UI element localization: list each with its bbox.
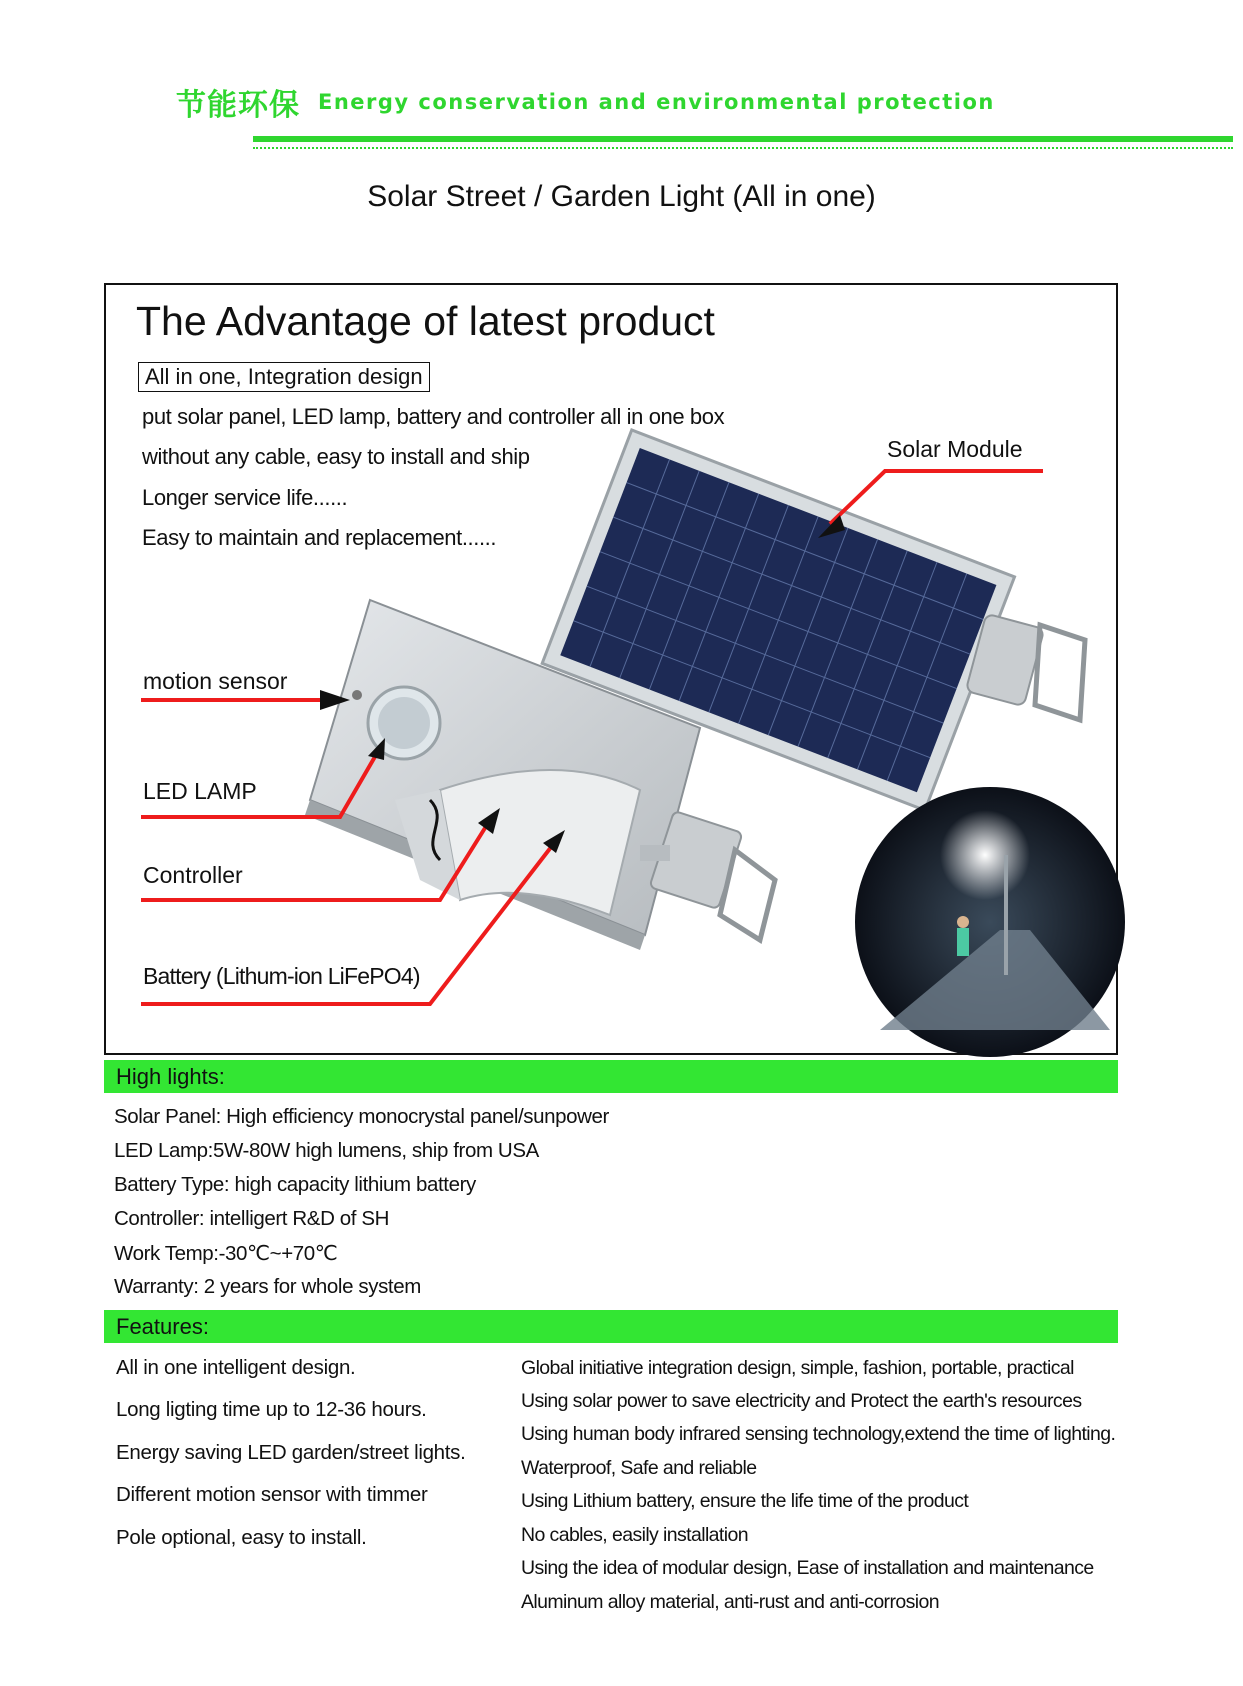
night-scene-photo — [855, 787, 1125, 1057]
feature-right-item: Using human body infrared sensing technology,extend the time of lighting. — [521, 1423, 1116, 1445]
feature-right-item: No cables, easily installation — [521, 1524, 748, 1546]
advantage-line: Longer service life...... — [142, 485, 348, 510]
feature-left-item: Pole optional, easy to install. — [116, 1526, 367, 1549]
callout-motion-sensor: motion sensor — [143, 668, 288, 694]
feature-right-item: Using the idea of modular design, Ease of installation and maintenance — [521, 1557, 1094, 1579]
feature-right-item: Using Lithium battery, ensure the life time of the product — [521, 1490, 969, 1512]
feature-left-item: Long ligting time up to 12-36 hours. — [116, 1398, 427, 1421]
callout-solar-module: Solar Module — [887, 436, 1023, 462]
callout-led-lamp: LED LAMP — [143, 778, 257, 804]
english-title: Energy conservation and environmental protection — [318, 90, 995, 114]
advantage-line: put solar panel, LED lamp, battery and controller all in one box — [142, 404, 725, 429]
highlight-item: Warranty: 2 years for whole system — [114, 1275, 421, 1298]
advantage-title: The Advantage of latest product — [136, 298, 715, 344]
features-heading: Features: — [116, 1314, 209, 1339]
panel-bracket — [966, 614, 1085, 720]
callout-battery: Battery (Lithum-ion LiFePO4) — [143, 963, 420, 989]
highlights-bar — [104, 1060, 1118, 1093]
document-title: Solar Street / Garden Light (All in one) — [367, 180, 876, 213]
highlights-heading: High lights: — [116, 1064, 225, 1089]
feature-right-item: Waterproof, Safe and reliable — [521, 1457, 757, 1479]
advantage-tag: All in one, Integration design — [138, 362, 430, 392]
highlight-item: LED Lamp:5W-80W high lumens, ship from USA — [114, 1139, 539, 1162]
feature-right-item: Aluminum alloy material, anti-rust and anti-corrosion — [521, 1591, 939, 1613]
feature-right-item: Using solar power to save electricity and Protect the earth's resources — [521, 1390, 1082, 1412]
highlight-item: Controller: intelligert R&D of SH — [114, 1207, 390, 1230]
feature-left-item: Different motion sensor with timmer — [116, 1483, 428, 1506]
advantage-line: Easy to maintain and replacement...... — [142, 525, 497, 550]
callout-controller: Controller — [143, 862, 243, 888]
feature-left-item: All in one intelligent design. — [116, 1356, 356, 1379]
feature-left-item: Energy saving LED garden/street lights. — [116, 1441, 466, 1464]
chinese-title: 节能环保 — [176, 88, 300, 123]
feature-right-item: Global initiative integration design, simple, fashion, portable, practical — [521, 1357, 1074, 1379]
highlight-item: Solar Panel: High efficiency monocrystal panel/sunpower — [114, 1105, 609, 1128]
highlight-item: Battery Type: high capacity lithium battery — [114, 1173, 476, 1196]
features-bar — [104, 1310, 1118, 1343]
advantage-line: without any cable, easy to install and ship — [142, 444, 530, 469]
highlight-item: Work Temp:-30℃~+70℃ — [114, 1242, 338, 1265]
